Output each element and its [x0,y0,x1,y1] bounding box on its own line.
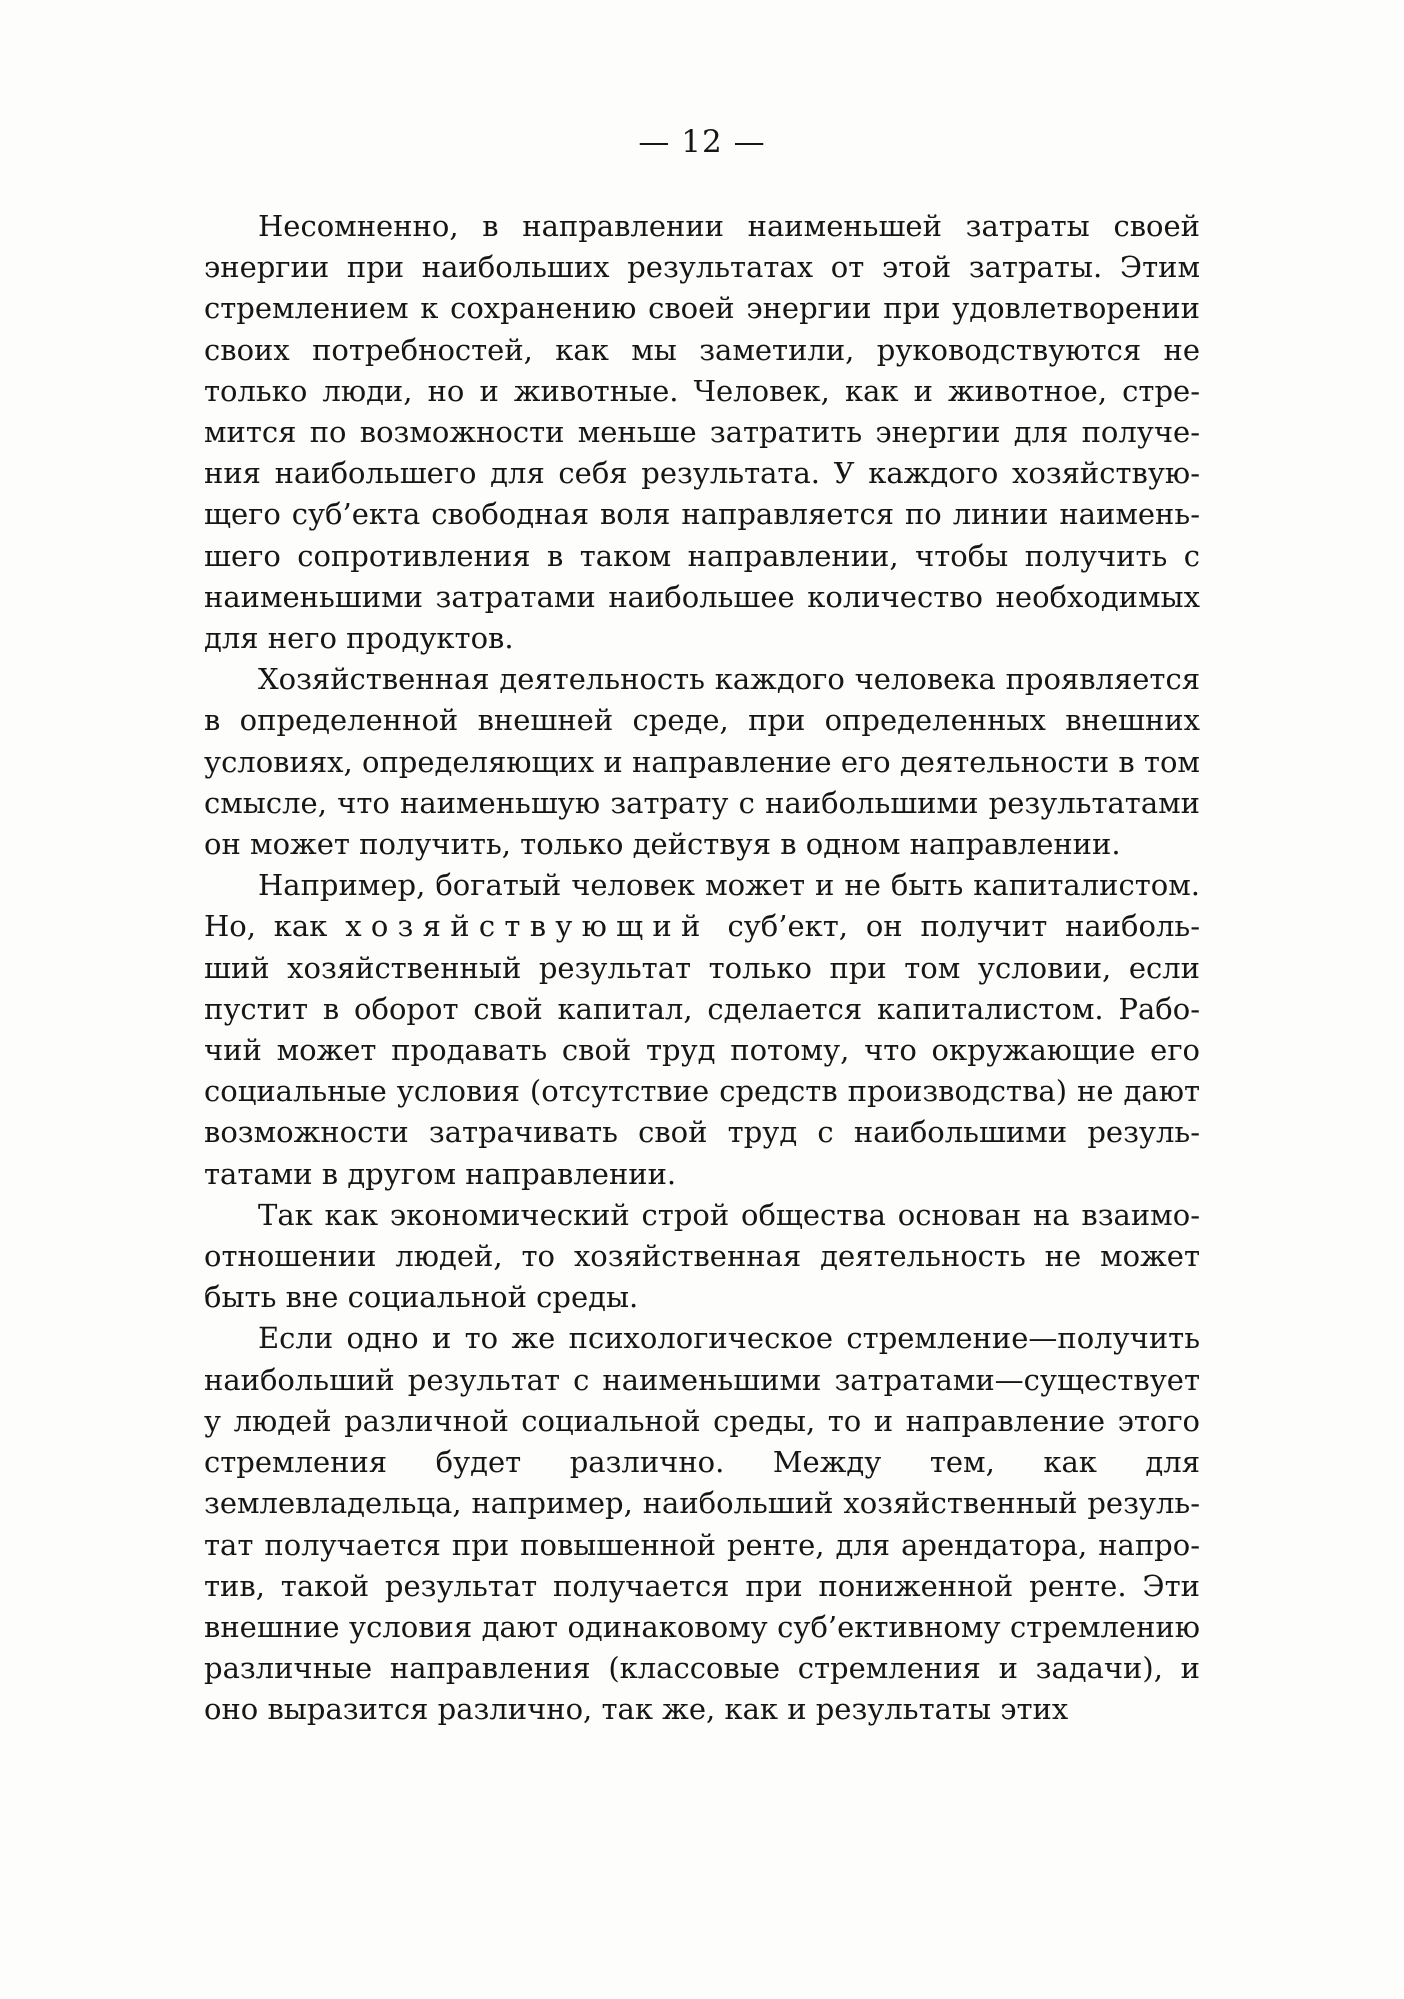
paragraph-3-start: Например, богатый человек может и не быть капиталистом. Но, как [204,868,1200,944]
paragraph-1: Несомненно, в направлении наименьшей затраты своей энергии при наибольших результатах от этой затраты. Этим стремлением к сохранению своей энергии при удовлетворении своих потребностей, как мы заметили, руководствуются не только люди, но и животные. Человек, как и животное, стремится по возможности меньше затратить энергии для получения наибольшего для себя результата. У каждого хозяйствующего суб’екта свободная воля направляется по линии наименьшего сопротивления в таком направлении, чтобы получить с наименьшими затратами наибольшее количество необходимых для него продуктов. [204,209,1200,656]
page-number: — 12 — [638,124,766,160]
paragraph-5: Если одно и то же психологическое стремление—получить наибольший результат с наименьшими затратами—существует у людей различной социальной среды, то и направление этого стремления будет различно. Между тем, как для землевладельца, например, наибольший хозяйственный результат получается при повышенной ренте, для арендатора, напротив, такой результат получается при пониженной ренте. Эти внешние условия дают одинаковому суб’ективному стремлению различные направления (классовые стремления и задачи), и оно выразится различно, так же, как и результаты этих [204,1321,1200,1727]
paragraph-4: Так как экономический строй общества основан на взаимоотношении людей, то хозяйственная деятельность не может быть вне социальной среды. [204,1197,1200,1315]
body-text [204,206,1200,1731]
paragraph-3-end: суб’ект, он получит наибольший хозяйственный результат только при том условии, если пустит в оборот свой капитал, сделается капиталистом. Рабочий может продавать свой труд потому, что окружающие его социальные условия (отсутствие средств производства) не дают возможности затрачивать свой труд с наибольшими результатами в другом направлении. [204,909,1200,1191]
paragraph-3 [204,865,1200,1195]
paragraph-2: Хозяйственная деятельность каждого человека проявляется в определенной внешней среде, при определенных внешних условиях, определяющих и направление его деятельности в том смысле, что наименьшую затрату с наибольшими результатами он может получить, только действуя в одном направлении. [204,662,1200,862]
spaced-emphasis: хозяйствующий [345,909,710,944]
